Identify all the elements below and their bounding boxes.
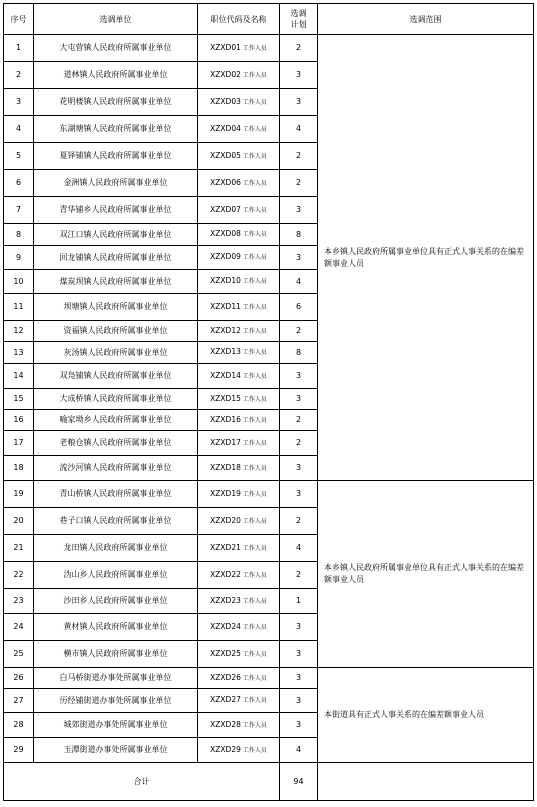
- position-title: 工作人员: [242, 439, 267, 447]
- header-unit: 选调单位: [34, 4, 198, 35]
- header-scope: 选调范围: [318, 4, 534, 35]
- unit-name: 沙田乡人民政府所属事业单位: [34, 589, 198, 614]
- position-title: 工作人员: [242, 206, 267, 214]
- unit-name: 青山桥镇人民政府所属事业单位: [34, 481, 198, 508]
- unit-name: 流沙河镇人民政府所属事业单位: [34, 456, 198, 481]
- table-row: [4, 35, 534, 62]
- position-code: [198, 116, 280, 143]
- unit-name: 喻家坳乡人民政府所属事业单位: [34, 410, 198, 431]
- row-number: 6: [4, 170, 34, 197]
- position-title: 工作人员: [242, 44, 267, 52]
- unit-name: 城郊街道办事处所属事业单位: [34, 713, 198, 738]
- position-title: 工作人员: [242, 372, 267, 380]
- quota: 2: [280, 170, 318, 197]
- header-quota: [280, 4, 318, 35]
- position-code-value: XZXD09: [210, 252, 241, 261]
- row-number: 29: [4, 738, 34, 763]
- unit-name: 白马桥街道办事处所属事业单位: [34, 668, 198, 689]
- quota: 3: [280, 389, 318, 410]
- row-number: 21: [4, 535, 34, 562]
- position-title: 工作人员: [242, 650, 267, 658]
- total-row: [4, 763, 534, 801]
- position-title: 工作人员: [242, 597, 267, 605]
- unit-name: 道林镇人民政府所属事业单位: [34, 62, 198, 89]
- quota: 2: [280, 562, 318, 589]
- position-code-value: XZXD14: [210, 370, 241, 380]
- row-number: 17: [4, 431, 34, 456]
- position-title: 工作人员: [242, 152, 267, 160]
- row-number: 8: [4, 224, 34, 246]
- row-number: 15: [4, 389, 34, 410]
- total-label: 合计: [4, 763, 280, 801]
- row-number: 7: [4, 197, 34, 224]
- position-code: [198, 246, 280, 270]
- header-position: 职位代码及名称: [198, 4, 280, 35]
- position-title: 工作人员: [242, 697, 267, 704]
- position-code: [198, 713, 280, 738]
- position-code-value: XZXD04: [210, 123, 241, 133]
- row-number: 10: [4, 270, 34, 294]
- quota: 3: [280, 456, 318, 481]
- total-scope-empty: [318, 763, 534, 801]
- selection-scope: 本乡镇人民政府所属事业单位具有正式人事关系的在编差额事业人员: [318, 481, 534, 668]
- position-code-value: XZXD10: [210, 276, 241, 285]
- position-code: [198, 508, 280, 535]
- position-code: [198, 143, 280, 170]
- position-title: 工作人员: [242, 327, 267, 335]
- quota: 3: [280, 481, 318, 508]
- unit-name: 灰汤镇人民政府所属事业单位: [34, 342, 198, 364]
- position-title: 工作人员: [242, 278, 267, 285]
- position-code: [198, 589, 280, 614]
- total-value: 94: [280, 763, 318, 801]
- quota: 4: [280, 535, 318, 562]
- unit-name: 坝塘镇人民政府所属事业单位: [34, 294, 198, 321]
- unit-name: 青华铺乡人民政府所属事业单位: [34, 197, 198, 224]
- position-code-value: XZXD26: [210, 672, 241, 682]
- position-code: [198, 641, 280, 668]
- row-number: 23: [4, 589, 34, 614]
- quota: 3: [280, 62, 318, 89]
- unit-name: 煤炭坝镇人民政府所属事业单位: [34, 270, 198, 294]
- position-code-value: XZXD08: [210, 229, 241, 238]
- unit-name: 回龙铺镇人民政府所属事业单位: [34, 246, 198, 270]
- position-code-value: XZXD19: [210, 488, 241, 498]
- position-title: 工作人员: [242, 623, 267, 631]
- position-title: 工作人员: [242, 395, 267, 403]
- unit-name: 资福镇人民政府所属事业单位: [34, 321, 198, 342]
- position-code-value: XZXD21: [210, 542, 241, 552]
- unit-name: 金洲镇人民政府所属事业单位: [34, 170, 198, 197]
- quota: 3: [280, 668, 318, 689]
- quota: 4: [280, 116, 318, 143]
- unit-name: 沩山乡人民政府所属事业单位: [34, 562, 198, 589]
- quota: 3: [280, 364, 318, 389]
- selection-scope: 本乡镇人民政府所属事业单位具有正式人事关系的在编差额事业人员: [318, 35, 534, 481]
- position-title: 工作人员: [242, 674, 267, 682]
- position-code: [198, 364, 280, 389]
- unit-name: 大成桥镇人民政府所属事业单位: [34, 389, 198, 410]
- position-title: 工作人员: [242, 571, 267, 579]
- row-number: 4: [4, 116, 34, 143]
- row-number: 28: [4, 713, 34, 738]
- position-code: [198, 689, 280, 713]
- row-number: 19: [4, 481, 34, 508]
- position-code-value: XZXD18: [210, 462, 241, 472]
- position-code-value: XZXD05: [210, 150, 241, 160]
- row-number: 16: [4, 410, 34, 431]
- row-number: 27: [4, 689, 34, 713]
- position-code-value: XZXD29: [210, 744, 241, 754]
- quota: 8: [280, 224, 318, 246]
- row-number: 22: [4, 562, 34, 589]
- position-code-value: XZXD07: [210, 204, 241, 214]
- position-code: [198, 294, 280, 321]
- position-title: 工作人员: [242, 71, 267, 79]
- table-row: [4, 481, 534, 508]
- quota: 2: [280, 321, 318, 342]
- unit-name: 夏铎铺镇人民政府所属事业单位: [34, 143, 198, 170]
- position-code: [198, 562, 280, 589]
- quota: 1: [280, 589, 318, 614]
- position-code-value: XZXD16: [210, 414, 241, 424]
- position-title: 工作人员: [242, 303, 267, 311]
- row-number: 24: [4, 614, 34, 641]
- position-code-value: XZXD12: [210, 325, 241, 335]
- position-code: [198, 62, 280, 89]
- position-code: [198, 170, 280, 197]
- quota: 3: [280, 614, 318, 641]
- position-code-value: XZXD22: [210, 569, 241, 579]
- position-code-value: XZXD20: [210, 515, 241, 525]
- row-number: 14: [4, 364, 34, 389]
- position-code: [198, 481, 280, 508]
- header-row: [4, 4, 534, 35]
- position-title: 工作人员: [242, 416, 267, 424]
- row-number: 12: [4, 321, 34, 342]
- position-code: [198, 89, 280, 116]
- position-code-value: XZXD01: [210, 42, 241, 52]
- position-code-value: XZXD13: [210, 347, 241, 356]
- position-code-value: XZXD27: [210, 695, 241, 704]
- quota: 3: [280, 713, 318, 738]
- position-code-value: XZXD23: [210, 595, 241, 605]
- position-code: [198, 456, 280, 481]
- position-code-value: XZXD25: [210, 648, 241, 658]
- unit-name: 历经铺街道办事处所属事业单位: [34, 689, 198, 713]
- row-number: 18: [4, 456, 34, 481]
- row-number: 3: [4, 89, 34, 116]
- row-number: 25: [4, 641, 34, 668]
- position-title: 工作人员: [242, 98, 267, 106]
- position-code: [198, 738, 280, 763]
- position-code-value: XZXD11: [210, 301, 241, 311]
- selection-scope: 本街道具有正式人事关系的在编差额事业人员: [318, 668, 534, 763]
- position-code: [198, 614, 280, 641]
- unit-name: 花明楼镇人民政府所属事业单位: [34, 89, 198, 116]
- quota: 3: [280, 641, 318, 668]
- quota: 8: [280, 342, 318, 364]
- unit-name: 大屯营镇人民政府所属事业单位: [34, 35, 198, 62]
- position-code-value: XZXD03: [210, 96, 241, 106]
- position-code: [198, 668, 280, 689]
- row-number: 20: [4, 508, 34, 535]
- position-code: [198, 431, 280, 456]
- position-code: [198, 270, 280, 294]
- position-code-value: XZXD02: [210, 69, 241, 79]
- unit-name: 玉潭街道办事处所属事业单位: [34, 738, 198, 763]
- position-code: [198, 535, 280, 562]
- position-title: 工作人员: [242, 254, 267, 261]
- quota: 3: [280, 197, 318, 224]
- position-title: 工作人员: [242, 349, 267, 356]
- header-quota-line2: 计划: [290, 20, 307, 29]
- position-code-value: XZXD28: [210, 719, 241, 729]
- quota: 3: [280, 89, 318, 116]
- position-title: 工作人员: [242, 517, 267, 525]
- row-number: 9: [4, 246, 34, 270]
- position-title: 工作人员: [242, 231, 267, 238]
- quota: 4: [280, 738, 318, 763]
- position-title: 工作人员: [242, 721, 267, 729]
- position-title: 工作人员: [242, 125, 267, 133]
- quota: 2: [280, 35, 318, 62]
- position-code-value: XZXD17: [210, 437, 241, 447]
- unit-name: 横市镇人民政府所属事业单位: [34, 641, 198, 668]
- header-no: 序号: [4, 4, 34, 35]
- row-number: 26: [4, 668, 34, 689]
- position-code-value: XZXD06: [210, 177, 241, 187]
- row-number: 11: [4, 294, 34, 321]
- position-code: [198, 35, 280, 62]
- quota: 2: [280, 410, 318, 431]
- position-title: 工作人员: [242, 464, 267, 472]
- unit-name: 双凫铺镇人民政府所属事业单位: [34, 364, 198, 389]
- header-quota-line1: 选调: [290, 9, 307, 18]
- position-code: [198, 224, 280, 246]
- position-title: 工作人员: [242, 179, 267, 187]
- row-number: 2: [4, 62, 34, 89]
- selection-plan-table: [3, 3, 534, 801]
- position-code: [198, 410, 280, 431]
- row-number: 1: [4, 35, 34, 62]
- row-number: 13: [4, 342, 34, 364]
- quota: 2: [280, 508, 318, 535]
- position-code: [198, 197, 280, 224]
- position-code: [198, 389, 280, 410]
- unit-name: 东湖塘镇人民政府所属事业单位: [34, 116, 198, 143]
- quota: 4: [280, 270, 318, 294]
- position-code: [198, 342, 280, 364]
- unit-name: 老粮仓镇人民政府所属事业单位: [34, 431, 198, 456]
- quota: 2: [280, 143, 318, 170]
- position-title: 工作人员: [242, 746, 267, 754]
- position-code: [198, 321, 280, 342]
- quota: 3: [280, 246, 318, 270]
- unit-name: 黄材镇人民政府所属事业单位: [34, 614, 198, 641]
- table-row: [4, 668, 534, 689]
- quota: 2: [280, 431, 318, 456]
- row-number: 5: [4, 143, 34, 170]
- position-code-value: XZXD24: [210, 621, 241, 631]
- quota: 3: [280, 689, 318, 713]
- unit-name: 双江口镇人民政府所属事业单位: [34, 224, 198, 246]
- quota: 6: [280, 294, 318, 321]
- position-title: 工作人员: [242, 544, 267, 552]
- unit-name: 巷子口镇人民政府所属事业单位: [34, 508, 198, 535]
- position-code-value: XZXD15: [210, 393, 241, 403]
- unit-name: 龙田镇人民政府所属事业单位: [34, 535, 198, 562]
- position-title: 工作人员: [242, 490, 267, 498]
